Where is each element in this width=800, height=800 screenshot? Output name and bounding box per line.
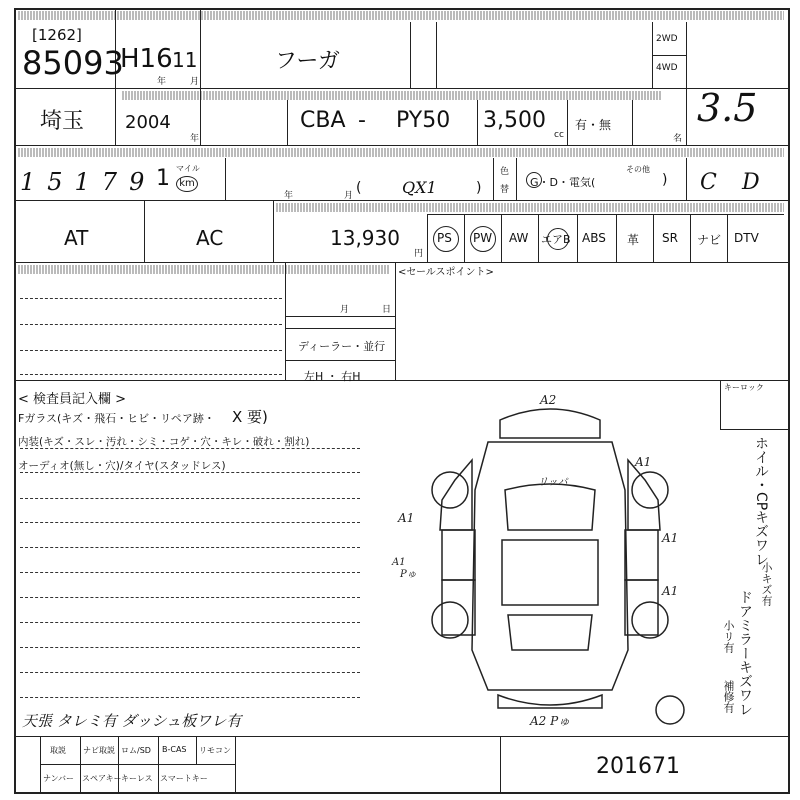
a1-right-top: A1 (635, 455, 652, 469)
fuel-close: ) (662, 172, 668, 188)
model-dash: - (358, 108, 366, 133)
gae-label: 替 (500, 185, 510, 195)
car-left-rear-door (442, 580, 475, 635)
region: 埼玉 (40, 109, 85, 134)
fglass-line: Fガラス(キズ・飛石・ヒビ・リペア跡・ (18, 412, 215, 425)
equip-1: 取説 (50, 746, 66, 755)
hi-label: 日 (382, 305, 392, 315)
a1-left-pyu-a: A1 (392, 557, 406, 568)
inspector-heading: < 検査員記入欄 > (18, 392, 127, 407)
wheel-rear-right (632, 602, 668, 638)
opt-sr: SR (662, 231, 678, 245)
equip-2: ナビ取説 (83, 746, 115, 755)
nen-label: 年 (157, 77, 167, 87)
year-month: 11 (172, 48, 198, 72)
a1-right-mid: A1 (662, 531, 679, 545)
side-note-col3a: 小キズ有 (760, 562, 773, 606)
aircon: AC (196, 226, 224, 250)
audio-line: オーディオ(無し・穴)/タイヤ(スタッドレス) (18, 460, 226, 472)
handwritten-note: 天張 タレミ有 ダッシュ板ワレ有 (22, 712, 242, 730)
equip-7: スペアキー (82, 774, 122, 783)
nen-label-3: 年 (284, 191, 294, 201)
row2-header-strip (122, 91, 662, 100)
nen-label-2: 年 (190, 134, 200, 144)
tsuki-label: 月 (190, 77, 200, 87)
fuel-other: その他 (626, 165, 650, 174)
interior-line: 内装(キズ・スレ・汚れ・シミ・コゲ・穴・キレ・破れ・割れ) (18, 436, 310, 448)
fglass-mark: X 要) (232, 408, 268, 426)
side-note-col2: ドアミラーキズワレ (737, 590, 753, 716)
fuel: G・D・電気( (530, 176, 596, 189)
ari-nashi: 有・無 (575, 118, 612, 132)
unit-km: km (179, 178, 195, 189)
handle-label: 左H ・ 右H (304, 370, 361, 383)
car-right-rear-door (625, 580, 658, 635)
opt-pw: PW (473, 231, 493, 245)
drive-2wd: 2WD (656, 34, 678, 44)
tsuki-label-5: 月 (340, 305, 350, 315)
car-front-bumper (500, 409, 600, 438)
repair-note: リッパ (538, 477, 568, 488)
grade-c: C (700, 170, 717, 195)
nin-label: 名 (673, 134, 683, 144)
key-lock-label: キーロック (724, 383, 764, 392)
unit-km-circle (176, 176, 198, 192)
model-name: フーガ (275, 49, 340, 74)
transmission: AT (64, 226, 89, 250)
mileage: 15179 (20, 168, 157, 196)
equip-8: キーレス (121, 774, 153, 783)
shoku-label: 色 (500, 167, 510, 177)
lot-number: 85093 (22, 44, 124, 82)
a2-bottom: A2 Pゅ (530, 714, 571, 728)
opt-navi: ナビ (697, 233, 722, 247)
side-note-col3b: 小リ有 (722, 620, 735, 653)
opt-leather: 革 (627, 233, 640, 247)
opt-abs: ABS (582, 231, 606, 245)
car-hood (505, 484, 595, 530)
equip-3: ロム/SD (121, 746, 151, 755)
dealer-label: ディーラー・並行 (298, 340, 386, 353)
a2-top: A2 (540, 393, 557, 407)
first-reg-year: 2004 (125, 112, 171, 133)
score: 3.5 (697, 86, 758, 130)
a1-left-pyu-b: Pゅ (400, 569, 417, 580)
row3-header-strip (18, 148, 784, 157)
row4-header-strip (276, 203, 784, 212)
equip-6: ナンバー (43, 774, 75, 783)
opt-aw: AW (509, 231, 529, 245)
equip-9: スマートキー (160, 774, 208, 783)
displacement: 3,500 (483, 108, 546, 133)
yen-label: 円 (414, 249, 424, 259)
serial-number: 201671 (596, 754, 680, 779)
row1-header-strip (18, 11, 784, 20)
wheel-front-left (432, 472, 468, 508)
color-code: QX1 (402, 178, 437, 197)
mileage-thousand: 1 (156, 166, 170, 191)
drive-4wd: 4WD (656, 63, 678, 73)
car-roof (502, 540, 598, 605)
paren-open: ( (356, 180, 362, 196)
equip-4: B-CAS (162, 745, 187, 754)
a1-left: A1 (398, 511, 415, 525)
car-diagram (380, 390, 720, 735)
model-code: PY50 (396, 108, 451, 133)
side-note-col1: ホイル・CPキズワレ (753, 436, 769, 567)
paren-close: ) (476, 180, 482, 196)
car-rear-window (508, 615, 592, 650)
car-rear-bumper (498, 695, 602, 708)
side-note-col3c: 補修有 (722, 680, 735, 713)
wheel-front-right (632, 472, 668, 508)
opt-ps: PS (437, 231, 452, 245)
equip-5: リモコン (199, 746, 231, 755)
a1-right-low: A1 (662, 584, 679, 598)
model-prefix: CBA (300, 108, 346, 133)
row5-header-strip (18, 265, 390, 274)
car-left-front-door (442, 530, 475, 580)
cc-label: cc (554, 130, 564, 140)
opt-airbag: エアB (541, 233, 571, 246)
opt-dtv: DTV (734, 231, 759, 245)
year-era: H16 (120, 44, 173, 74)
unit-mile: マイル (176, 164, 200, 173)
lot-bracket: [1262] (32, 26, 82, 44)
price: 13,930 (330, 226, 400, 250)
wheel-rear-left (432, 602, 468, 638)
car-right-front-door (625, 530, 658, 580)
sales-point-label: <セールスポイント> (398, 267, 494, 278)
spare-tire (656, 696, 684, 724)
tsuki-label-3: 月 (344, 191, 354, 201)
grade-d: D (742, 170, 760, 195)
